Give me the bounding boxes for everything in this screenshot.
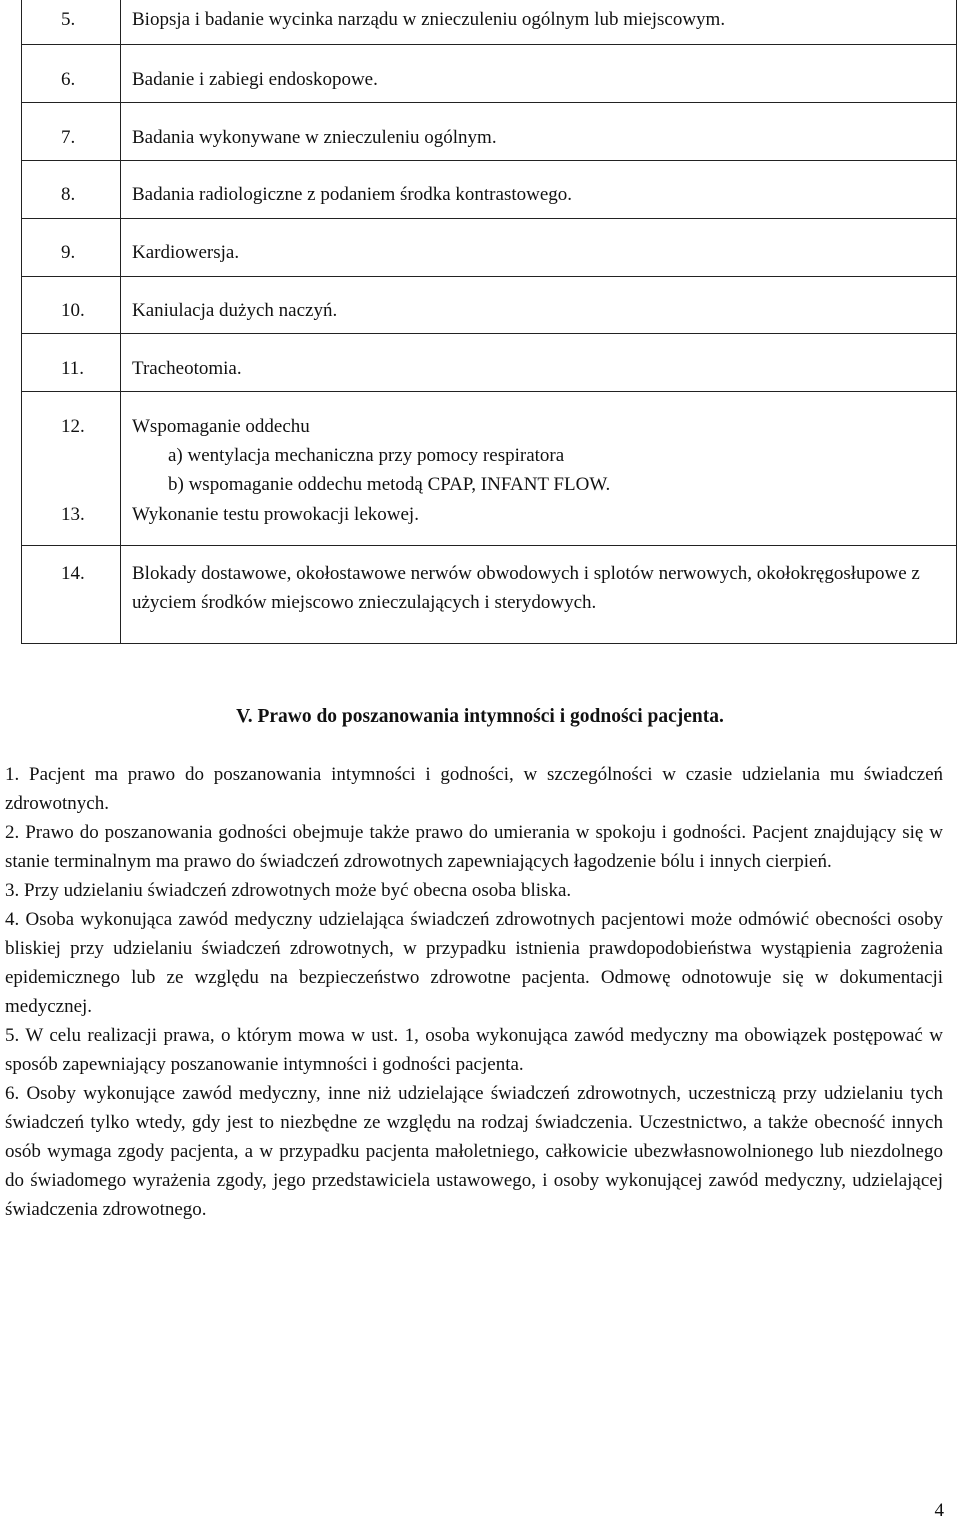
list-item-text: Kaniulacja dużych naczyń. [132, 300, 338, 321]
list-item-text: Kardiowersja. [132, 242, 240, 263]
list-subitem: a) wentylacja mechaniczna przy pomocy respiratora [168, 445, 565, 466]
paragraph: 2. Prawo do poszanowania godności obejmuje także prawo do umierania w spokoju i godności. Pacjent znajdujący się w stanie terminalnym ma prawo do świadczeń zdrowotnych zapewniających łagodzenie bólu i innych cierpień. [5, 822, 943, 872]
section-title: V. Prawo do poszanowania intymności i godności pacjenta. [236, 706, 724, 727]
paragraph: 3. Przy udzielaniu świadczeń zdrowotnych może być obecna osoba bliska. [5, 880, 572, 901]
section-body [5, 760, 943, 1224]
table-row-divider [22, 276, 956, 277]
list-item-number: 12. [61, 416, 85, 437]
list-item-text: Badanie i zabiegi endoskopowe. [132, 69, 378, 90]
list-item-text [132, 412, 952, 499]
paragraph: 6. Osoby wykonujące zawód medyczny, inne niż udzielające świadczeń zdrowotnych, uczestniczą przy udzielaniu tych świadczeń tylko wtedy, gdy jest to niezbędne ze względu na rodzaj świadczenia. Uczestnictwo, a także obecność innych osób wymaga zgody pacjenta, a w przypadku pacjenta małoletniego, całkowicie ubezwłasnowolnionego lub niezdolnego do świadomego wyrażenia zgody, jego przedstawiciela ustawowego, i osoby wykonującej zawód medyczny, udzielającej świadczenia zdrowotnego. [5, 1083, 943, 1220]
list-subitem: b) wspomaganie oddechu metodą CPAP, INFANT FLOW. [168, 474, 611, 495]
list-item-number: 13. [61, 504, 85, 525]
list-item-text: Blokady dostawowe, okołostawowe nerwów obwodowych i splotów nerwowych, okołokręgosłupowe z użyciem środków miejscowo znieczulających i sterydowych. [132, 563, 920, 613]
table-row-divider [22, 102, 956, 103]
list-item-text: Tracheotomia. [132, 358, 242, 379]
list-item-label: Wspomaganie oddechu [132, 416, 310, 437]
list-item-number: 5. [61, 9, 76, 30]
table-row-divider [22, 160, 956, 161]
paragraph: 5. W celu realizacji prawa, o którym mowa w ust. 1, osoba wykonująca zawód medyczny ma obowiązek postępować w sposób zapewniający poszanowanie intymności i godności pacjenta. [5, 1025, 943, 1075]
table-column-divider [120, 0, 121, 643]
list-item-number: 7. [61, 127, 76, 148]
list-item-number: 6. [61, 69, 76, 90]
list-item-text: Biopsja i badanie wycinka narządu w znieczuleniu ogólnym lub miejscowym. [132, 9, 726, 30]
list-item-text: Badania radiologiczne z podaniem środka kontrastowego. [132, 184, 573, 205]
paragraph: 1. Pacjent ma prawo do poszanowania intymności i godności, w szczególności w czasie udzielania mu świadczeń zdrowotnych. [5, 764, 943, 814]
table-row-divider [22, 391, 956, 392]
table-row-divider [22, 44, 956, 45]
table-row-divider [22, 333, 956, 334]
list-item-number: 10. [61, 300, 85, 321]
list-item-number: 8. [61, 184, 76, 205]
table-row-divider [22, 218, 956, 219]
page-number: 4 [934, 1500, 944, 1521]
paragraph: 4. Osoba wykonująca zawód medyczny udzielająca świadczeń zdrowotnych pacjentowi może odmówić obecności osoby bliskiej przy udzielaniu świadczeń zdrowotnych, w przypadku istnienia prawdopodobieństwa wystąpienia zagrożenia epidemicznego lub ze względu na bezpieczeństwo zdrowotne pacjenta. Odmowę odnotowuje się w dokumentacji medycznej. [5, 909, 943, 1017]
list-item-number: 9. [61, 242, 76, 263]
list-item-number: 11. [61, 358, 85, 379]
table-row-divider [22, 545, 956, 546]
list-item-text: Wykonanie testu prowokacji lekowej. [132, 504, 419, 525]
list-item-number: 14. [61, 563, 85, 584]
list-item-text: Badania wykonywane w znieczuleniu ogólnym. [132, 127, 497, 148]
procedures-table [21, 0, 957, 644]
